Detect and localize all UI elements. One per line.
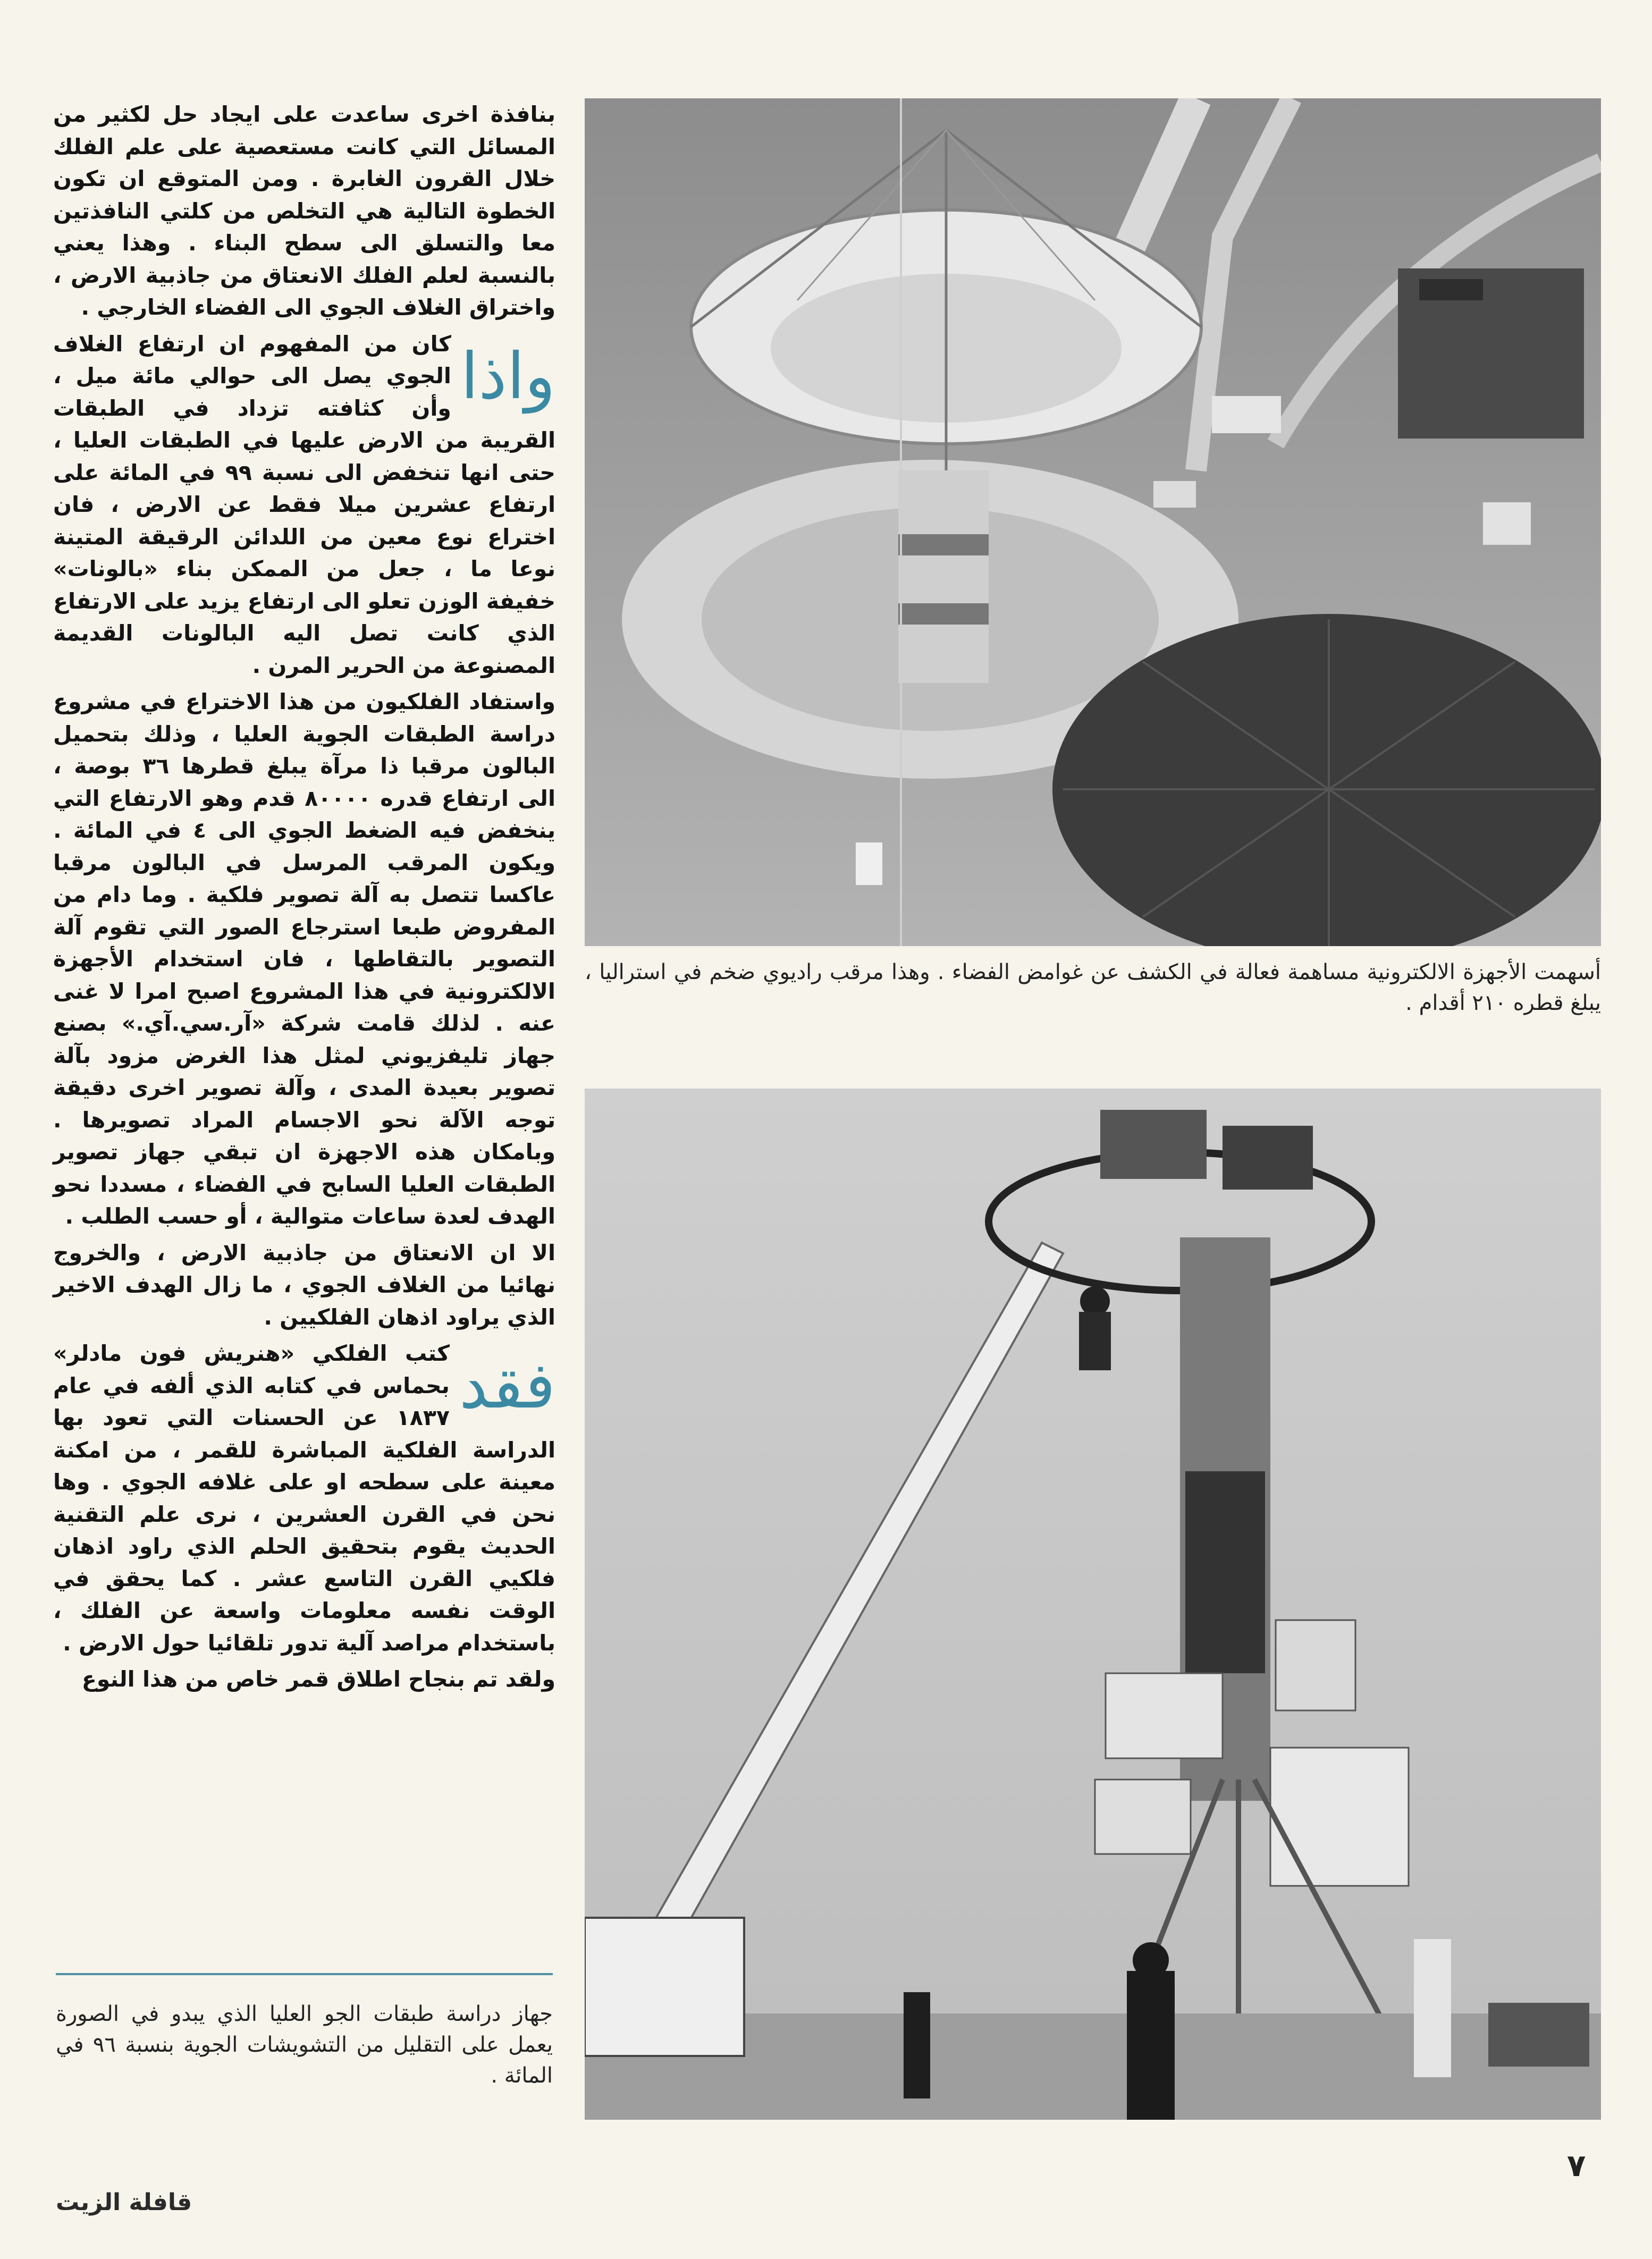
top-photo-caption: أسهمت الأجهزة الالكترونية مساهمة فعالة في الكشف عن غوامض الفضاء . وهذا مرقب راديوي ضخم في استراليا ، يبلغ قطره ٢١٠ أقدام . [585, 960, 1601, 1015]
bottom-photo-caption: جهاز دراسة طبقات الجو العليا الذي يبدو في الصورة يعمل على التقليل من التشويشات الجوية بنسبة ٩٦ في المائة . [56, 2002, 553, 2088]
caption-divider [56, 1973, 553, 1975]
section2-paragraph-2: ولقد تم بنجاح اطلاق قمر خاص من هذا النوع [81, 1666, 555, 1692]
magazine-name: قافلة الزيت [56, 2189, 192, 2216]
radio-telescope-illustration [585, 98, 1601, 946]
section1-paragraph-2: واستفاد الفلكيون من هذا الاختراع في مشروع دراسة الطبقات الجوية العليا ، وذلك بتحميل البالون مرقبا ذا مرآة يبلغ قطرها ٣٦ بوصة ، الى ارتفاع قدره ٨٠٠٠٠ قدم وهو الارتفاع التي ينخفض فيه الضغط الجوي الى ٤ في المائة . ويكون المرقب المرسل في البالون مرقبا عاكسا تتصل به آلة تصوير فلكية . وما دام من المفروض طبعا استرجاع الصور التي تقوم آلة التصوير بالتقاطها ، فان استخدام الأجهزة الالكترونية في هذا المشروع اصبح امرا لا غنى عنه . لذلك قامت شركة «آر.سي.آي.» بصنع جهاز تليفزيوني لمثل هذا الغرض مزود بآلة تصوير بعيدة المدى ، وآلة تصوير اخرى دقيقة توجه الآلة نحو الاجسام المراد تصويرها . وبامكان هذه الاجهزة ان تبقي جهاز تصوير الطبقات العليا السابح في الفضاء ، مسددا نحو الهدف لعدة ساعات متوالية ، أو حسب الطلب . [53, 689, 555, 1229]
article-intro: بنافذة اخرى ساعدت على ايجاد حل لكثير من المسائل التي كانت مستعصية على علم الفلك خلال القرون الغابرة . ومن المتوقع ان تكون الخطوة التالية هي التخلص من كلتي النافذتين معا والتسلق الى سطح البناء . وهذا يعني بالنسبة لعلم الفلك الانعتاق من جاذبية الارض ، واختراق الغلاف الجوي الى الفضاء الخارجي . [53, 102, 555, 320]
radio-telescope-photo [585, 98, 1601, 946]
section2-paragraph-1 [53, 1337, 555, 1659]
stratoscope-photo [585, 1089, 1601, 2120]
page-number: ٧ [1567, 2147, 1586, 2184]
article-column [53, 98, 555, 1700]
section1-paragraph-3: الا ان الانعتاق من جاذبية الارض ، والخروج نهائيا من الغلاف الجوي ، ما زال الهدف الاخير الذي يراود اذهان الفلكيين . [53, 1240, 555, 1330]
section2-paragraph-1-text: كتب الفلكي «هنريش فون مادلر» بحماس في كتابه الذي ألفه في عام ١٨٣٧ عن الحسنات التي تعود بها الدراسة الفلكية المباشرة للقمر ، من امكنة معينة على سطحه او على غلافه الجوي . وها نحن في القرن العشرين ، نرى علم التقنية الحديث يقوم بتحقيق الحلم الذي راود اذهان فلكيي القرن التاسع عشر . كما يحقق في الوقت نفسه معلومات واسعة عن الفلك ، باستخدام مراصد آلية تدور تلقائيا حول الارض . [53, 1341, 555, 1656]
section2-drop-word: فقد [459, 1349, 555, 1423]
section1-paragraph-1 [53, 328, 555, 682]
stratoscope-illustration [585, 1089, 1601, 2120]
section1-drop-word: واذا [460, 339, 555, 414]
section1-paragraph-1-text: كان من المفهوم ان ارتفاع الغلاف الجوي يصل الى حوالي مائة ميل ، وأن كثافته تزداد في الطبقات القريبة من الارض عليها في الطبقات العليا ، حتى انها تنخفض الى نسبة ٩٩ في المائة على ارتفاع عشرين ميلا فقط عن الارض ، فان اختراع نوع معين من اللدائن الرقيقة المتينة نوعا ما ، جعل من الممكن بناء «بالونات» خفيفة الوزن تعلو الى ارتفاع يزيد على الارتفاع الذي كانت تصل اليه البالونات القديمة المصنوعة من الحرير المرن . [53, 331, 555, 678]
